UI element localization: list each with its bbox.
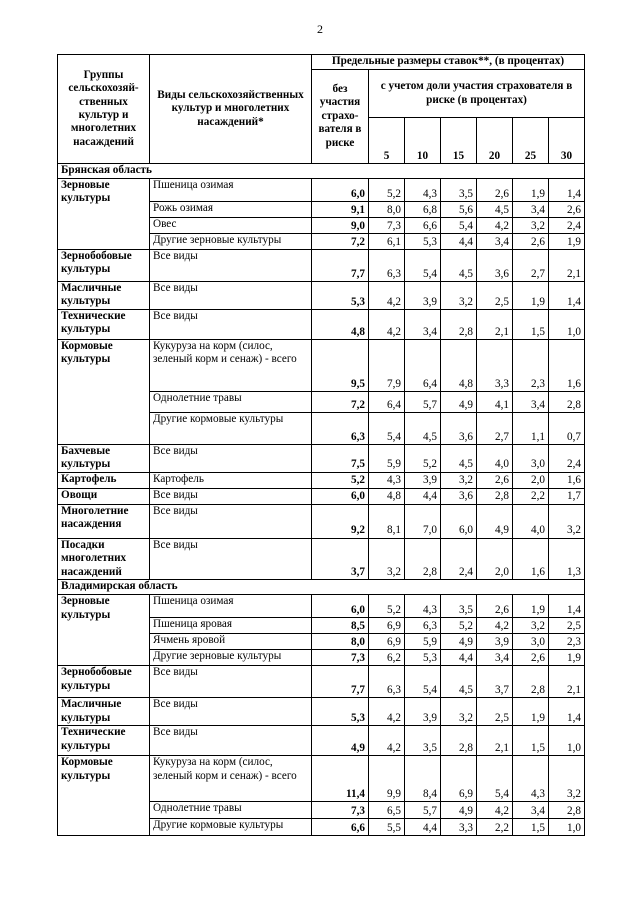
rate-with-participation: 1,5 — [513, 310, 549, 340]
rate-with-participation: 5,2 — [369, 595, 405, 618]
rate-with-participation: 5,4 — [405, 250, 441, 282]
table-row — [58, 310, 585, 340]
rate-with-participation: 2,4 — [549, 445, 585, 473]
rate-with-participation: 1,0 — [549, 819, 585, 836]
rate-with-participation: 4,2 — [477, 802, 513, 819]
rate-without-participation: 7,2 — [312, 234, 369, 250]
crop-kind: Все виды — [150, 282, 312, 310]
rate-with-participation: 1,9 — [513, 595, 549, 618]
rate-with-participation: 3,9 — [477, 634, 513, 650]
rate-with-participation: 6,6 — [405, 218, 441, 234]
header-share: 25 — [513, 118, 549, 164]
rate-with-participation: 4,2 — [369, 282, 405, 310]
rate-with-participation: 2,8 — [405, 538, 441, 579]
rate-with-participation: 4,3 — [369, 472, 405, 488]
rate-with-participation: 7,3 — [369, 218, 405, 234]
rate-with-participation: 7,9 — [369, 340, 405, 392]
rate-with-participation: 6,0 — [441, 504, 477, 538]
rate-without-participation: 9,2 — [312, 504, 369, 538]
group-name: Технические культуры — [58, 310, 150, 340]
rate-with-participation: 5,4 — [405, 666, 441, 698]
rate-with-participation: 2,4 — [441, 538, 477, 579]
region-row — [58, 164, 585, 179]
rate-with-participation: 5,3 — [405, 234, 441, 250]
rate-with-participation: 2,8 — [477, 488, 513, 504]
group-name: Масличные культуры — [58, 698, 150, 726]
rate-with-participation: 4,8 — [369, 488, 405, 504]
rate-with-participation: 2,8 — [441, 310, 477, 340]
rate-with-participation: 5,2 — [441, 618, 477, 634]
rate-with-participation: 2,1 — [477, 310, 513, 340]
rate-with-participation: 8,4 — [405, 756, 441, 802]
rate-with-participation: 1,4 — [549, 179, 585, 202]
rate-with-participation: 1,6 — [549, 340, 585, 392]
rate-with-participation: 2,1 — [477, 726, 513, 756]
rate-with-participation: 5,7 — [405, 392, 441, 413]
rate-with-participation: 1,5 — [513, 726, 549, 756]
rate-with-participation: 2,3 — [549, 634, 585, 650]
table-row — [58, 666, 585, 698]
group-name: Технические культуры — [58, 726, 150, 756]
crop-kind: Все виды — [150, 538, 312, 579]
rate-without-participation: 9,5 — [312, 340, 369, 392]
rate-with-participation: 8,1 — [369, 504, 405, 538]
crop-kind: Другие кормовые культуры — [150, 819, 312, 836]
group-name: Многолетние насаждения — [58, 504, 150, 538]
rate-with-participation: 4,2 — [369, 698, 405, 726]
rate-with-participation: 5,5 — [369, 819, 405, 836]
rate-with-participation: 3,4 — [513, 202, 549, 218]
rate-with-participation: 2,5 — [477, 698, 513, 726]
rate-without-participation: 7,5 — [312, 445, 369, 473]
rate-without-participation: 7,7 — [312, 250, 369, 282]
rate-with-participation: 4,8 — [441, 340, 477, 392]
rate-without-participation: 7,7 — [312, 666, 369, 698]
rate-with-participation: 3,6 — [441, 488, 477, 504]
rate-with-participation: 5,9 — [369, 445, 405, 473]
rate-with-participation: 2,7 — [477, 413, 513, 445]
rate-with-participation: 4,5 — [477, 202, 513, 218]
rate-with-participation: 2,5 — [549, 618, 585, 634]
rate-with-participation: 3,5 — [405, 726, 441, 756]
rate-without-participation: 8,5 — [312, 618, 369, 634]
table-row — [58, 282, 585, 310]
rate-without-participation: 5,2 — [312, 472, 369, 488]
rate-with-participation: 4,2 — [477, 218, 513, 234]
rate-with-participation: 4,1 — [477, 392, 513, 413]
insurance-rate-table — [57, 54, 585, 836]
crop-kind: Все виды — [150, 726, 312, 756]
rate-with-participation: 1,9 — [513, 282, 549, 310]
rate-without-participation: 5,3 — [312, 282, 369, 310]
crop-kind: Кукуруза на корм (силос, зеленый корм и сенаж) - всего — [150, 340, 312, 392]
rate-without-participation: 6,6 — [312, 819, 369, 836]
rate-with-participation: 5,2 — [369, 179, 405, 202]
group-name: Зерновые культуры — [58, 595, 150, 666]
rate-with-participation: 1,0 — [549, 726, 585, 756]
rate-with-participation: 2,0 — [477, 538, 513, 579]
rate-with-participation: 3,5 — [441, 595, 477, 618]
rate-with-participation: 1,0 — [549, 310, 585, 340]
rate-with-participation: 6,9 — [441, 756, 477, 802]
group-name: Кормовые культуры — [58, 340, 150, 445]
group-name: Бахчевые культуры — [58, 445, 150, 473]
rate-without-participation: 9,1 — [312, 202, 369, 218]
rate-with-participation: 3,2 — [513, 218, 549, 234]
rate-with-participation: 0,7 — [549, 413, 585, 445]
rate-with-participation: 2,6 — [477, 472, 513, 488]
rate-with-participation: 5,4 — [441, 218, 477, 234]
rate-with-participation: 2,4 — [549, 218, 585, 234]
rate-with-participation: 4,0 — [477, 445, 513, 473]
rate-with-participation: 1,4 — [549, 698, 585, 726]
table-row — [58, 538, 585, 579]
rate-with-participation: 3,3 — [441, 819, 477, 836]
crop-kind: Рожь озимая — [150, 202, 312, 218]
header-group: Группы сельскохозяй-ственных культур и многолетних насаждений — [58, 55, 150, 164]
rate-with-participation: 2,8 — [549, 392, 585, 413]
rate-with-participation: 4,9 — [441, 392, 477, 413]
rate-with-participation: 3,6 — [477, 250, 513, 282]
rate-with-participation: 4,3 — [513, 756, 549, 802]
rate-without-participation: 11,4 — [312, 756, 369, 802]
region-row — [58, 580, 585, 595]
rate-without-participation: 6,0 — [312, 179, 369, 202]
crop-kind: Пшеница озимая — [150, 595, 312, 618]
header-share: 5 — [369, 118, 405, 164]
group-name: Кормовые культуры — [58, 756, 150, 836]
crop-kind: Другие зерновые культуры — [150, 234, 312, 250]
rate-with-participation: 3,2 — [369, 538, 405, 579]
rate-with-participation: 4,3 — [405, 595, 441, 618]
rate-with-participation: 7,0 — [405, 504, 441, 538]
rate-with-participation: 4,3 — [405, 179, 441, 202]
table-row — [58, 726, 585, 756]
rate-with-participation: 6,4 — [405, 340, 441, 392]
rate-with-participation: 3,2 — [513, 618, 549, 634]
rate-with-participation: 9,9 — [369, 756, 405, 802]
crop-kind: Другие кормовые культуры — [150, 413, 312, 445]
rate-with-participation: 2,1 — [549, 250, 585, 282]
rate-without-participation: 4,9 — [312, 726, 369, 756]
rate-with-participation: 2,6 — [513, 650, 549, 666]
table-row — [58, 179, 585, 202]
table-row — [58, 488, 585, 504]
table-row — [58, 595, 585, 618]
rate-with-participation: 3,3 — [477, 340, 513, 392]
rate-without-participation: 5,3 — [312, 698, 369, 726]
crop-kind: Все виды — [150, 310, 312, 340]
rate-with-participation: 2,8 — [549, 802, 585, 819]
rate-with-participation: 3,7 — [477, 666, 513, 698]
rate-with-participation: 5,7 — [405, 802, 441, 819]
rate-without-participation: 4,8 — [312, 310, 369, 340]
rate-with-participation: 3,9 — [405, 698, 441, 726]
rate-with-participation: 5,2 — [405, 445, 441, 473]
rate-with-participation: 3,9 — [405, 282, 441, 310]
rate-with-participation: 2,2 — [477, 819, 513, 836]
table-row — [58, 472, 585, 488]
rate-without-participation: 6,0 — [312, 488, 369, 504]
crop-kind: Все виды — [150, 666, 312, 698]
rate-with-participation: 2,2 — [513, 488, 549, 504]
rate-with-participation: 2,8 — [513, 666, 549, 698]
crop-kind: Все виды — [150, 698, 312, 726]
rate-with-participation: 6,8 — [405, 202, 441, 218]
rate-with-participation: 4,0 — [513, 504, 549, 538]
rate-with-participation: 4,5 — [441, 250, 477, 282]
rate-with-participation: 3,4 — [513, 802, 549, 819]
rate-with-participation: 6,9 — [369, 634, 405, 650]
rate-without-participation: 9,0 — [312, 218, 369, 234]
rate-with-participation: 8,0 — [369, 202, 405, 218]
rate-without-participation: 7,2 — [312, 392, 369, 413]
group-name: Зернобобовые культуры — [58, 666, 150, 698]
crop-kind: Все виды — [150, 250, 312, 282]
rate-with-participation: 2,8 — [441, 726, 477, 756]
rate-with-participation: 6,2 — [369, 650, 405, 666]
rate-with-participation: 5,4 — [369, 413, 405, 445]
rate-with-participation: 3,2 — [441, 698, 477, 726]
rate-with-participation: 1,4 — [549, 282, 585, 310]
header-with-participation: с учетом доли участия страхователя в риске (в процентах) — [369, 70, 585, 118]
rate-with-participation: 3,4 — [513, 392, 549, 413]
table-body — [58, 164, 585, 836]
crop-kind: Пшеница яровая — [150, 618, 312, 634]
rate-with-participation: 4,9 — [441, 634, 477, 650]
table-row — [58, 445, 585, 473]
crop-kind: Ячмень яровой — [150, 634, 312, 650]
crop-kind: Все виды — [150, 445, 312, 473]
rate-with-participation: 5,3 — [405, 650, 441, 666]
rate-with-participation: 3,4 — [477, 650, 513, 666]
rate-with-participation: 6,9 — [369, 618, 405, 634]
rate-with-participation: 6,4 — [369, 392, 405, 413]
rate-with-participation: 4,4 — [405, 819, 441, 836]
table-row — [58, 698, 585, 726]
rate-with-participation: 4,5 — [405, 413, 441, 445]
table-row — [58, 340, 585, 392]
group-name: Зерновые культуры — [58, 179, 150, 250]
group-name: Картофель — [58, 472, 150, 488]
rate-with-participation: 3,6 — [441, 413, 477, 445]
rate-without-participation: 3,7 — [312, 538, 369, 579]
rate-with-participation: 3,2 — [441, 282, 477, 310]
rate-with-participation: 3,4 — [405, 310, 441, 340]
rate-with-participation: 3,9 — [405, 472, 441, 488]
rate-with-participation: 1,9 — [549, 234, 585, 250]
rate-with-participation: 1,9 — [513, 179, 549, 202]
rate-with-participation: 4,2 — [369, 310, 405, 340]
page-number: 2 — [317, 22, 323, 36]
rate-without-participation: 7,3 — [312, 650, 369, 666]
rate-with-participation: 1,6 — [549, 472, 585, 488]
header-share: 10 — [405, 118, 441, 164]
rate-with-participation: 4,9 — [477, 504, 513, 538]
crop-kind: Кукуруза на корм (силос, зеленый корм и сенаж) - всего — [150, 756, 312, 802]
table-row — [58, 756, 585, 802]
crop-kind: Однолетние травы — [150, 802, 312, 819]
rate-with-participation: 4,5 — [441, 666, 477, 698]
group-name: Масличные культуры — [58, 282, 150, 310]
header-share: 20 — [477, 118, 513, 164]
rate-with-participation: 1,7 — [549, 488, 585, 504]
header-share: 30 — [549, 118, 585, 164]
table-row — [58, 250, 585, 282]
rate-with-participation: 4,9 — [441, 802, 477, 819]
rate-with-participation: 1,9 — [513, 698, 549, 726]
crop-kind: Все виды — [150, 504, 312, 538]
group-name: Посадки многолетних насаждений — [58, 538, 150, 579]
header-share: 15 — [441, 118, 477, 164]
rate-with-participation: 3,0 — [513, 634, 549, 650]
rate-with-participation: 3,4 — [477, 234, 513, 250]
crop-kind: Картофель — [150, 472, 312, 488]
rate-with-participation: 6,5 — [369, 802, 405, 819]
rate-with-participation: 4,5 — [441, 445, 477, 473]
crop-kind: Однолетние травы — [150, 392, 312, 413]
rate-with-participation: 6,3 — [405, 618, 441, 634]
rate-with-participation: 4,4 — [441, 234, 477, 250]
rate-with-participation: 5,9 — [405, 634, 441, 650]
rate-without-participation: 7,3 — [312, 802, 369, 819]
table-row — [58, 504, 585, 538]
rate-without-participation: 6,3 — [312, 413, 369, 445]
rate-with-participation: 1,9 — [549, 650, 585, 666]
rate-with-participation: 1,4 — [549, 595, 585, 618]
rate-with-participation: 2,1 — [549, 666, 585, 698]
region-name: Владимирская область — [58, 580, 585, 595]
rate-with-participation: 4,2 — [477, 618, 513, 634]
header-without-participation: без участия страхо-вателя в риске — [312, 70, 369, 164]
rate-with-participation: 4,2 — [369, 726, 405, 756]
rate-with-participation: 6,3 — [369, 666, 405, 698]
rate-with-participation: 2,6 — [477, 595, 513, 618]
region-name: Брянская область — [58, 164, 585, 179]
rate-with-participation: 3,2 — [549, 756, 585, 802]
rate-with-participation: 5,6 — [441, 202, 477, 218]
rate-with-participation: 3,2 — [441, 472, 477, 488]
rate-with-participation: 5,4 — [477, 756, 513, 802]
rate-with-participation: 6,1 — [369, 234, 405, 250]
rate-with-participation: 6,3 — [369, 250, 405, 282]
rate-with-participation: 2,0 — [513, 472, 549, 488]
rate-with-participation: 2,3 — [513, 340, 549, 392]
header-limits: Предельные размеры ставок**, (в процентах) — [312, 55, 585, 70]
crop-kind: Все виды — [150, 488, 312, 504]
rate-with-participation: 2,7 — [513, 250, 549, 282]
header-kind: Виды сельскохозяйственных культур и многолетних насаждений* — [150, 55, 312, 164]
rate-without-participation: 6,0 — [312, 595, 369, 618]
crop-kind: Пшеница озимая — [150, 179, 312, 202]
rate-without-participation: 8,0 — [312, 634, 369, 650]
crop-kind: Овес — [150, 218, 312, 234]
group-name: Овощи — [58, 488, 150, 504]
rate-with-participation: 2,6 — [549, 202, 585, 218]
rate-with-participation: 1,5 — [513, 819, 549, 836]
rate-with-participation: 2,6 — [477, 179, 513, 202]
group-name: Зернобобовые культуры — [58, 250, 150, 282]
rate-with-participation: 3,5 — [441, 179, 477, 202]
crop-kind: Другие зерновые культуры — [150, 650, 312, 666]
rate-with-participation: 2,5 — [477, 282, 513, 310]
rate-with-participation: 3,2 — [549, 504, 585, 538]
rate-with-participation: 1,6 — [513, 538, 549, 579]
rate-with-participation: 4,4 — [405, 488, 441, 504]
rate-with-participation: 2,6 — [513, 234, 549, 250]
rate-with-participation: 3,0 — [513, 445, 549, 473]
rate-with-participation: 4,4 — [441, 650, 477, 666]
rate-with-participation: 1,1 — [513, 413, 549, 445]
rate-with-participation: 1,3 — [549, 538, 585, 579]
